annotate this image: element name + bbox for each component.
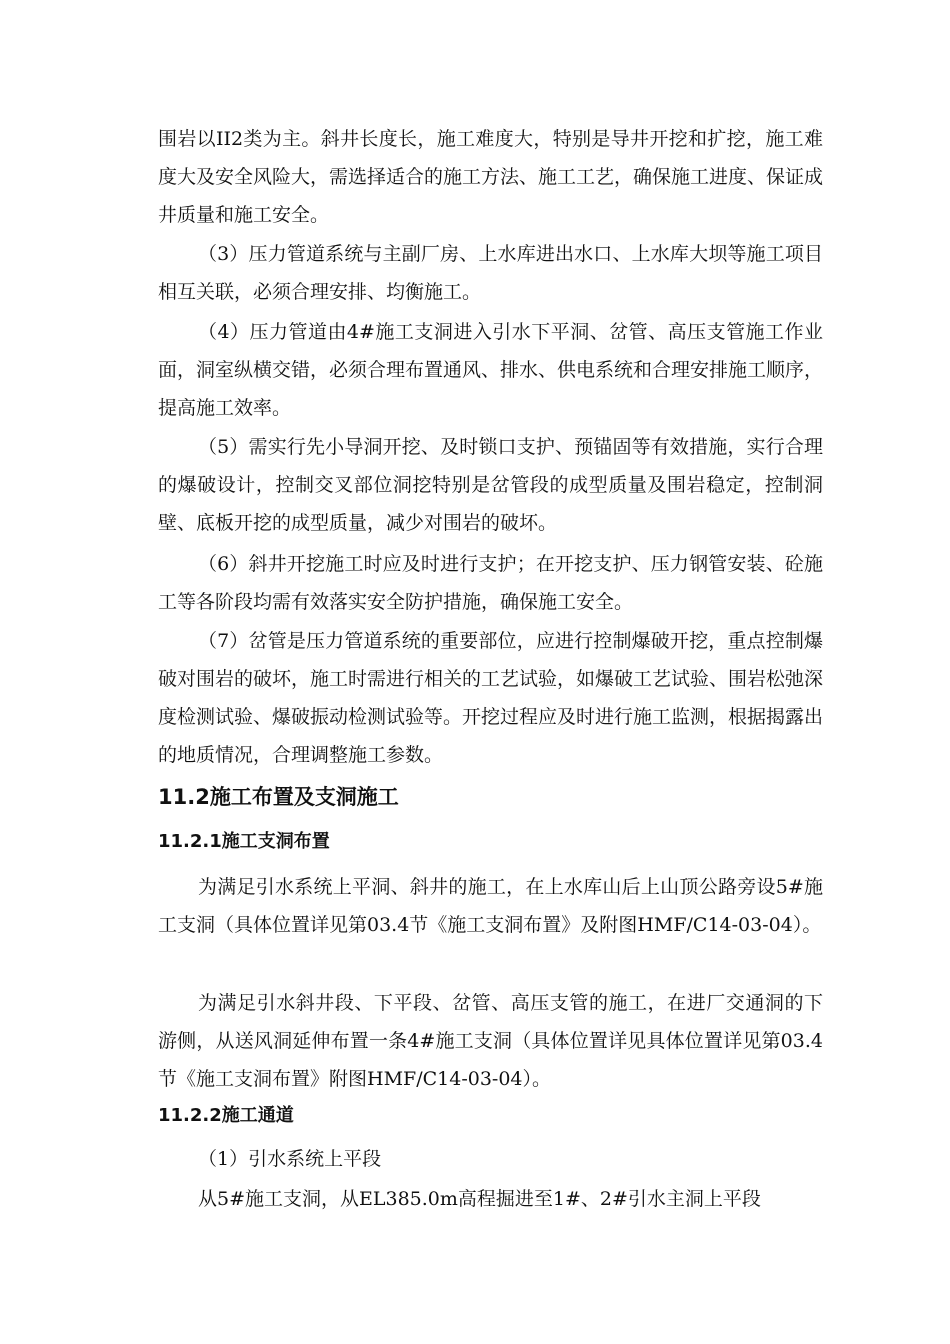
- section-heading: 11.2施工布置及支洞施工: [158, 785, 399, 809]
- paragraph-item-3: （3）压力管道系统与主副厂房、上水库进出水口、上水库大坝等施工项目相互关联，必须合理安排、均衡施工。: [158, 243, 823, 303]
- subsection-heading-1: 11.2.1施工支洞布置: [158, 831, 330, 852]
- paragraph-item-6: （6）斜井开挖施工时应及时进行支护；在开挖支护、压力钢管安装、砼施工等各阶段均需有效落实安全防护措施，确保施工安全。: [158, 553, 823, 613]
- subsection-2-item-1: （1）引水系统上平段: [198, 1148, 382, 1170]
- paragraph-item-4: （4）压力管道由4#施工支洞进入引水下平洞、岔管、高压支管施工作业面，洞室纵横交错，必须合理布置通风、排水、供电系统和合理安排施工顺序，提高施工效率。: [158, 321, 824, 419]
- paragraph-intro: 围岩以II2类为主。斜井长度长，施工难度大，特别是导井开挖和扩挖，施工难度大及安全风险大，需选择适合的施工方法、施工工艺，确保施工进度、保证成井质量和施工安全。: [158, 128, 824, 226]
- subsection-1-paragraph-2: 为满足引水斜井段、下平段、岔管、高压支管的施工，在进厂交通洞的下游侧，从送风洞延伸布置一条4#施工支洞（具体位置详见具体位置详见第03.4节《施工支洞布置》附图HMF/C14-03-04）。: [158, 992, 823, 1090]
- subsection-heading-2: 11.2.2施工通道: [158, 1105, 294, 1126]
- paragraph-item-5: （5）需实行先小导洞开挖、及时锁口支护、预锚固等有效措施，实行合理的爆破设计，控制交叉部位洞挖特别是岔管段的成型质量及围岩稳定，控制洞壁、底板开挖的成型质量，减少对围岩的破坏。: [158, 436, 823, 534]
- subsection-2-paragraph-1: 从5#施工支洞，从EL385.0m高程掘进至1#、2#引水主洞上平段: [198, 1188, 761, 1210]
- paragraph-item-7: （7）岔管是压力管道系统的重要部位，应进行控制爆破开挖，重点控制爆破对围岩的破坏，施工时需进行相关的工艺试验，如爆破工艺试验、围岩松弛深度检测试验、爆破振动检测试验等。开挖过程应及时进行施工监测，根据揭露出的地质情况，合理调整施工参数。: [158, 630, 824, 766]
- subsection-1-paragraph-1: 为满足引水系统上平洞、斜井的施工，在上水库山后上山顶公路旁设5#施工支洞（具体位置详见第03.4节《施工支洞布置》及附图HMF/C14-03-04）。: [158, 876, 823, 936]
